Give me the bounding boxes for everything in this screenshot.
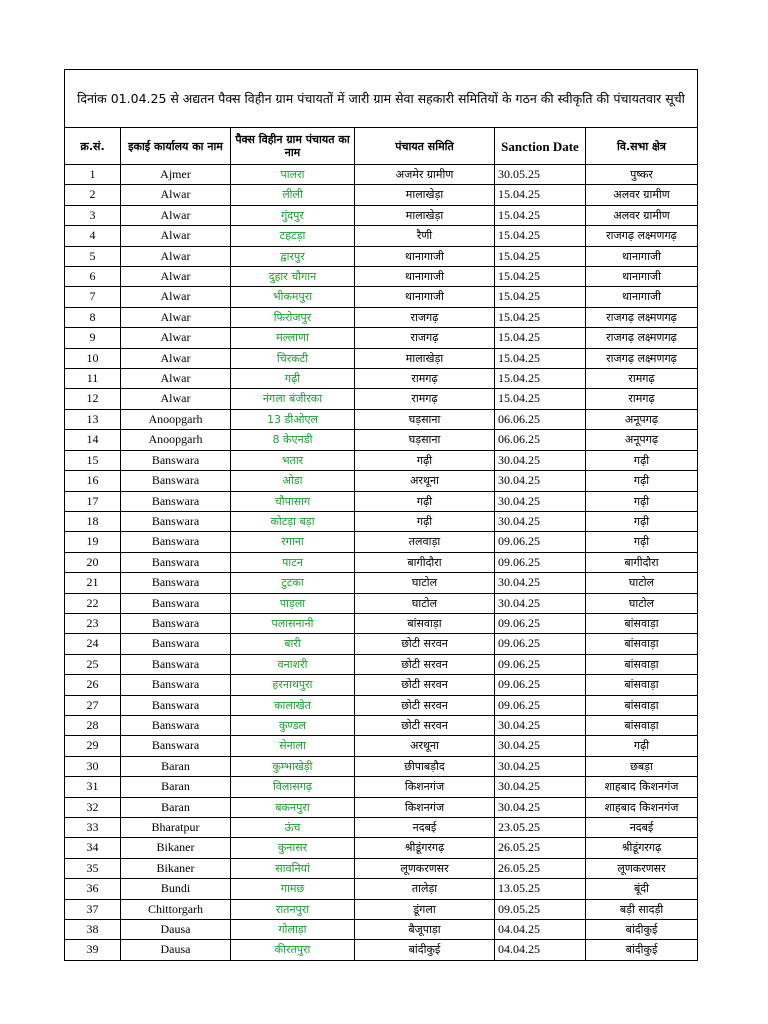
sanction-date-cell: 30.04.25 bbox=[495, 511, 586, 531]
table-row bbox=[65, 920, 698, 940]
sanction-date-cell: 30.04.25 bbox=[495, 756, 586, 776]
vidhan-sabha-cell: श्रीडूंगरगढ़ bbox=[586, 838, 698, 858]
vidhan-sabha-cell: राजगढ़ लक्ष्मणगढ़ bbox=[586, 348, 698, 368]
panchayat-samiti-cell: गढ़ी bbox=[355, 491, 495, 511]
panchayat-samiti-cell: अरथूना bbox=[355, 471, 495, 491]
sanction-date-cell: 15.04.25 bbox=[495, 328, 586, 348]
table-row bbox=[65, 267, 698, 287]
gram-panchayat-cell: हरनाथपुरा bbox=[231, 675, 355, 695]
vidhan-sabha-cell: रामगढ़ bbox=[586, 369, 698, 389]
serial-number-cell: 35 bbox=[65, 858, 121, 878]
panchayat-samiti-cell: गढ़ी bbox=[355, 450, 495, 470]
sanction-date-cell: 09.06.25 bbox=[495, 552, 586, 572]
panchayat-samiti-cell: बागीदौरा bbox=[355, 552, 495, 572]
serial-number-cell: 28 bbox=[65, 715, 121, 735]
unit-office-cell: Alwar bbox=[121, 307, 231, 327]
serial-number-cell: 25 bbox=[65, 654, 121, 674]
sanction-date-cell: 15.04.25 bbox=[495, 205, 586, 225]
unit-office-cell: Baran bbox=[121, 777, 231, 797]
gram-panchayat-cell: टुटका bbox=[231, 573, 355, 593]
sanction-date-cell: 13.05.25 bbox=[495, 879, 586, 899]
gram-panchayat-cell: गुंदपुर bbox=[231, 205, 355, 225]
sanction-date-cell: 09.06.25 bbox=[495, 675, 586, 695]
unit-office-cell: Alwar bbox=[121, 267, 231, 287]
table-row bbox=[65, 634, 698, 654]
vidhan-sabha-cell: अनूपगढ़ bbox=[586, 409, 698, 429]
table-row bbox=[65, 858, 698, 878]
unit-office-cell: Banswara bbox=[121, 634, 231, 654]
sanction-date-cell: 15.04.25 bbox=[495, 185, 586, 205]
vidhan-sabha-cell: बांसवाड़ा bbox=[586, 675, 698, 695]
gram-panchayat-cell: बारी bbox=[231, 634, 355, 654]
panchayat-samiti-cell: घाटोल bbox=[355, 573, 495, 593]
panchayat-samiti-cell: गढ़ी bbox=[355, 511, 495, 531]
serial-number-cell: 30 bbox=[65, 756, 121, 776]
unit-office-cell: Baran bbox=[121, 797, 231, 817]
table-body bbox=[65, 165, 698, 961]
gram-panchayat-cell: टहटड़ा bbox=[231, 226, 355, 246]
serial-number-cell: 23 bbox=[65, 613, 121, 633]
sanction-date-cell: 15.04.25 bbox=[495, 287, 586, 307]
vidhan-sabha-cell: राजगढ़ लक्ष्मणगढ़ bbox=[586, 328, 698, 348]
header-vidhan-sabha: वि.सभा क्षेत्र bbox=[586, 128, 698, 165]
table-row bbox=[65, 450, 698, 470]
table-row bbox=[65, 756, 698, 776]
document-sheet bbox=[64, 69, 697, 961]
gram-panchayat-cell: ऊंच bbox=[231, 818, 355, 838]
sanction-date-cell: 15.04.25 bbox=[495, 226, 586, 246]
vidhan-sabha-cell: थानागाजी bbox=[586, 287, 698, 307]
unit-office-cell: Bundi bbox=[121, 879, 231, 899]
serial-number-cell: 5 bbox=[65, 246, 121, 266]
unit-office-cell: Alwar bbox=[121, 287, 231, 307]
vidhan-sabha-cell: बूंदी bbox=[586, 879, 698, 899]
header-sn: क्र.सं. bbox=[65, 128, 121, 165]
vidhan-sabha-cell: नदबई bbox=[586, 818, 698, 838]
unit-office-cell: Banswara bbox=[121, 593, 231, 613]
table-row bbox=[65, 328, 698, 348]
vidhan-sabha-cell: अलवर ग्रामीण bbox=[586, 185, 698, 205]
table-row bbox=[65, 409, 698, 429]
gram-panchayat-cell: लीली bbox=[231, 185, 355, 205]
gram-panchayat-cell: पालरा bbox=[231, 165, 355, 185]
unit-office-cell: Banswara bbox=[121, 532, 231, 552]
sanction-date-cell: 09.06.25 bbox=[495, 654, 586, 674]
panchayat-samiti-cell: मालाखेड़ा bbox=[355, 205, 495, 225]
sanction-date-cell: 26.05.25 bbox=[495, 838, 586, 858]
unit-office-cell: Alwar bbox=[121, 369, 231, 389]
header-samiti: पंचायत समिति bbox=[355, 128, 495, 165]
sanction-date-cell: 06.06.25 bbox=[495, 430, 586, 450]
unit-office-cell: Dausa bbox=[121, 940, 231, 960]
vidhan-sabha-cell: बांसवाड़ा bbox=[586, 715, 698, 735]
table-header-row bbox=[65, 128, 698, 165]
panchayat-samiti-cell: थानागाजी bbox=[355, 287, 495, 307]
serial-number-cell: 24 bbox=[65, 634, 121, 654]
sanction-date-cell: 15.04.25 bbox=[495, 307, 586, 327]
sanction-date-cell: 30.04.25 bbox=[495, 491, 586, 511]
panchayat-samiti-cell: छीपाबड़ौद bbox=[355, 756, 495, 776]
unit-office-cell: Banswara bbox=[121, 450, 231, 470]
unit-office-cell: Anoopgarh bbox=[121, 430, 231, 450]
serial-number-cell: 17 bbox=[65, 491, 121, 511]
serial-number-cell: 39 bbox=[65, 940, 121, 960]
unit-office-cell: Alwar bbox=[121, 328, 231, 348]
panchayat-samiti-cell: थानागाजी bbox=[355, 246, 495, 266]
gram-panchayat-cell: रातनपुरा bbox=[231, 899, 355, 919]
unit-office-cell: Banswara bbox=[121, 654, 231, 674]
table-row bbox=[65, 654, 698, 674]
gram-panchayat-cell: ओडा bbox=[231, 471, 355, 491]
table-row bbox=[65, 185, 698, 205]
gram-panchayat-cell: द्वारपुर bbox=[231, 246, 355, 266]
panchayat-samiti-cell: बांदीकुई bbox=[355, 940, 495, 960]
serial-number-cell: 15 bbox=[65, 450, 121, 470]
serial-number-cell: 16 bbox=[65, 471, 121, 491]
vidhan-sabha-cell: गढ़ी bbox=[586, 532, 698, 552]
table-row bbox=[65, 818, 698, 838]
table-row bbox=[65, 879, 698, 899]
sanction-date-cell: 15.04.25 bbox=[495, 348, 586, 368]
gram-panchayat-cell: पाड़ला bbox=[231, 593, 355, 613]
sanction-table bbox=[64, 69, 698, 961]
vidhan-sabha-cell: छबड़ा bbox=[586, 756, 698, 776]
vidhan-sabha-cell: अलवर ग्रामीण bbox=[586, 205, 698, 225]
vidhan-sabha-cell: शाहबाद किशनगंज bbox=[586, 777, 698, 797]
gram-panchayat-cell: भीकमपुरा bbox=[231, 287, 355, 307]
panchayat-samiti-cell: तालेड़ा bbox=[355, 879, 495, 899]
table-row bbox=[65, 307, 698, 327]
gram-panchayat-cell: गामछ bbox=[231, 879, 355, 899]
unit-office-cell: Bharatpur bbox=[121, 818, 231, 838]
sanction-date-cell: 09.05.25 bbox=[495, 899, 586, 919]
serial-number-cell: 32 bbox=[65, 797, 121, 817]
unit-office-cell: Anoopgarh bbox=[121, 409, 231, 429]
unit-office-cell: Banswara bbox=[121, 471, 231, 491]
unit-office-cell: Banswara bbox=[121, 613, 231, 633]
sanction-date-cell: 23.05.25 bbox=[495, 818, 586, 838]
vidhan-sabha-cell: बांसवाड़ा bbox=[586, 695, 698, 715]
panchayat-samiti-cell: बांसवाड़ा bbox=[355, 613, 495, 633]
unit-office-cell: Banswara bbox=[121, 511, 231, 531]
serial-number-cell: 8 bbox=[65, 307, 121, 327]
unit-office-cell: Alwar bbox=[121, 246, 231, 266]
vidhan-sabha-cell: गढ़ी bbox=[586, 491, 698, 511]
sanction-date-cell: 30.04.25 bbox=[495, 471, 586, 491]
unit-office-cell: Ajmer bbox=[121, 165, 231, 185]
serial-number-cell: 11 bbox=[65, 369, 121, 389]
vidhan-sabha-cell: गढ़ी bbox=[586, 511, 698, 531]
gram-panchayat-cell: सेनाला bbox=[231, 736, 355, 756]
document-title: दिनांक 01.04.25 से अद्यतन पैक्स विहीन ग्राम पंचायतों में जारी ग्राम सेवा सहकारी समितियों के गठन की स्वीकृति की पंचायतवार सूची bbox=[65, 70, 698, 128]
serial-number-cell: 31 bbox=[65, 777, 121, 797]
panchayat-samiti-cell: छोटी सरवन bbox=[355, 695, 495, 715]
vidhan-sabha-cell: थानागाजी bbox=[586, 246, 698, 266]
table-row bbox=[65, 348, 698, 368]
sanction-date-cell: 09.06.25 bbox=[495, 613, 586, 633]
vidhan-sabha-cell: बांसवाड़ा bbox=[586, 634, 698, 654]
gram-panchayat-cell: बकनपुरा bbox=[231, 797, 355, 817]
vidhan-sabha-cell: राजगढ़ लक्ष्मणगढ़ bbox=[586, 226, 698, 246]
serial-number-cell: 3 bbox=[65, 205, 121, 225]
gram-panchayat-cell: पाटन bbox=[231, 552, 355, 572]
gram-panchayat-cell: वनाशरी bbox=[231, 654, 355, 674]
vidhan-sabha-cell: रामगढ़ bbox=[586, 389, 698, 409]
table-row bbox=[65, 593, 698, 613]
vidhan-sabha-cell: थानागाजी bbox=[586, 267, 698, 287]
sanction-date-cell: 30.05.25 bbox=[495, 165, 586, 185]
vidhan-sabha-cell: गढ़ी bbox=[586, 450, 698, 470]
table-row bbox=[65, 736, 698, 756]
panchayat-samiti-cell: मालाखेड़ा bbox=[355, 348, 495, 368]
panchayat-samiti-cell: छोटी सरवन bbox=[355, 654, 495, 674]
table-row bbox=[65, 471, 698, 491]
table-row bbox=[65, 838, 698, 858]
gram-panchayat-cell: 13 डीओएल bbox=[231, 409, 355, 429]
sanction-date-cell: 30.04.25 bbox=[495, 797, 586, 817]
gram-panchayat-cell: फिरोजपुर bbox=[231, 307, 355, 327]
vidhan-sabha-cell: बांसवाड़ा bbox=[586, 613, 698, 633]
header-sanction-date: Sanction Date bbox=[495, 128, 586, 165]
unit-office-cell: Alwar bbox=[121, 185, 231, 205]
header-unit: इकाई कार्यालय का नाम bbox=[121, 128, 231, 165]
sanction-date-cell: 15.04.25 bbox=[495, 369, 586, 389]
sanction-date-cell: 06.06.25 bbox=[495, 409, 586, 429]
table-row bbox=[65, 287, 698, 307]
table-row bbox=[65, 369, 698, 389]
panchayat-samiti-cell: थानागाजी bbox=[355, 267, 495, 287]
serial-number-cell: 29 bbox=[65, 736, 121, 756]
vidhan-sabha-cell: पुष्कर bbox=[586, 165, 698, 185]
serial-number-cell: 36 bbox=[65, 879, 121, 899]
vidhan-sabha-cell: घाटोल bbox=[586, 593, 698, 613]
table-row bbox=[65, 532, 698, 552]
sanction-date-cell: 15.04.25 bbox=[495, 267, 586, 287]
table-row bbox=[65, 613, 698, 633]
panchayat-samiti-cell: घड़साना bbox=[355, 409, 495, 429]
sanction-date-cell: 30.04.25 bbox=[495, 777, 586, 797]
vidhan-sabha-cell: बांदीकुई bbox=[586, 920, 698, 940]
gram-panchayat-cell: गढ़ी bbox=[231, 369, 355, 389]
unit-office-cell: Banswara bbox=[121, 573, 231, 593]
sanction-date-cell: 30.04.25 bbox=[495, 573, 586, 593]
vidhan-sabha-cell: गढ़ी bbox=[586, 736, 698, 756]
unit-office-cell: Banswara bbox=[121, 491, 231, 511]
sanction-date-cell: 30.04.25 bbox=[495, 450, 586, 470]
serial-number-cell: 38 bbox=[65, 920, 121, 940]
gram-panchayat-cell: मल्लाणा bbox=[231, 328, 355, 348]
serial-number-cell: 14 bbox=[65, 430, 121, 450]
serial-number-cell: 9 bbox=[65, 328, 121, 348]
table-row bbox=[65, 491, 698, 511]
table-row bbox=[65, 675, 698, 695]
vidhan-sabha-cell: शाहबाद किशनगंज bbox=[586, 797, 698, 817]
gram-panchayat-cell: कालाखेत bbox=[231, 695, 355, 715]
unit-office-cell: Alwar bbox=[121, 348, 231, 368]
table-row bbox=[65, 715, 698, 735]
vidhan-sabha-cell: गढ़ी bbox=[586, 471, 698, 491]
gram-panchayat-cell: कुम्भाखेड़ी bbox=[231, 756, 355, 776]
table-row bbox=[65, 940, 698, 960]
gram-panchayat-cell: कीरतपुरा bbox=[231, 940, 355, 960]
serial-number-cell: 1 bbox=[65, 165, 121, 185]
table-row bbox=[65, 797, 698, 817]
vidhan-sabha-cell: अनूपगढ़ bbox=[586, 430, 698, 450]
vidhan-sabha-cell: बांदीकुई bbox=[586, 940, 698, 960]
unit-office-cell: Bikaner bbox=[121, 858, 231, 878]
gram-panchayat-cell: भतार bbox=[231, 450, 355, 470]
serial-number-cell: 34 bbox=[65, 838, 121, 858]
unit-office-cell: Baran bbox=[121, 756, 231, 776]
sanction-date-cell: 09.06.25 bbox=[495, 532, 586, 552]
serial-number-cell: 26 bbox=[65, 675, 121, 695]
sanction-date-cell: 30.04.25 bbox=[495, 736, 586, 756]
table-row bbox=[65, 573, 698, 593]
unit-office-cell: Banswara bbox=[121, 715, 231, 735]
serial-number-cell: 2 bbox=[65, 185, 121, 205]
gram-panchayat-cell: विलासगढ़ bbox=[231, 777, 355, 797]
gram-panchayat-cell: सावनियां bbox=[231, 858, 355, 878]
unit-office-cell: Dausa bbox=[121, 920, 231, 940]
panchayat-samiti-cell: रामगढ़ bbox=[355, 389, 495, 409]
table-row bbox=[65, 511, 698, 531]
unit-office-cell: Alwar bbox=[121, 226, 231, 246]
panchayat-samiti-cell: लूणकरणसर bbox=[355, 858, 495, 878]
unit-office-cell: Banswara bbox=[121, 736, 231, 756]
serial-number-cell: 22 bbox=[65, 593, 121, 613]
unit-office-cell: Chittorgarh bbox=[121, 899, 231, 919]
table-row bbox=[65, 552, 698, 572]
unit-office-cell: Banswara bbox=[121, 552, 231, 572]
vidhan-sabha-cell: राजगढ़ लक्ष्मणगढ़ bbox=[586, 307, 698, 327]
header-village: पैक्स विहीन ग्राम पंचायत का नाम bbox=[231, 128, 355, 165]
panchayat-samiti-cell: नदबई bbox=[355, 818, 495, 838]
panchayat-samiti-cell: रामगढ़ bbox=[355, 369, 495, 389]
gram-panchayat-cell: चौपासाग bbox=[231, 491, 355, 511]
panchayat-samiti-cell: बैजूपाड़ा bbox=[355, 920, 495, 940]
panchayat-samiti-cell: राजगढ़ bbox=[355, 328, 495, 348]
serial-number-cell: 13 bbox=[65, 409, 121, 429]
unit-office-cell: Bikaner bbox=[121, 838, 231, 858]
panchayat-samiti-cell: किशनगंज bbox=[355, 797, 495, 817]
unit-office-cell: Alwar bbox=[121, 205, 231, 225]
serial-number-cell: 33 bbox=[65, 818, 121, 838]
unit-office-cell: Alwar bbox=[121, 389, 231, 409]
gram-panchayat-cell: पलासनानी bbox=[231, 613, 355, 633]
serial-number-cell: 20 bbox=[65, 552, 121, 572]
serial-number-cell: 6 bbox=[65, 267, 121, 287]
table-row bbox=[65, 246, 698, 266]
vidhan-sabha-cell: लूणकरणसर bbox=[586, 858, 698, 878]
sanction-date-cell: 26.05.25 bbox=[495, 858, 586, 878]
gram-panchayat-cell: कोटड़ा बड़ा bbox=[231, 511, 355, 531]
sanction-date-cell: 30.04.25 bbox=[495, 715, 586, 735]
panchayat-samiti-cell: श्रीडूंगरगढ़ bbox=[355, 838, 495, 858]
table-row bbox=[65, 430, 698, 450]
table-row bbox=[65, 389, 698, 409]
gram-panchayat-cell: गोलाड़ा bbox=[231, 920, 355, 940]
table-row bbox=[65, 695, 698, 715]
vidhan-sabha-cell: बागीदौरा bbox=[586, 552, 698, 572]
sanction-date-cell: 04.04.25 bbox=[495, 920, 586, 940]
serial-number-cell: 21 bbox=[65, 573, 121, 593]
serial-number-cell: 4 bbox=[65, 226, 121, 246]
panchayat-samiti-cell: डूंगला bbox=[355, 899, 495, 919]
panchayat-samiti-cell: अजमेर ग्रामीण bbox=[355, 165, 495, 185]
panchayat-samiti-cell: तलवाड़ा bbox=[355, 532, 495, 552]
sanction-date-cell: 30.04.25 bbox=[495, 593, 586, 613]
panchayat-samiti-cell: मालाखेड़ा bbox=[355, 185, 495, 205]
table-row bbox=[65, 226, 698, 246]
table-row bbox=[65, 899, 698, 919]
table-row bbox=[65, 205, 698, 225]
unit-office-cell: Banswara bbox=[121, 675, 231, 695]
serial-number-cell: 18 bbox=[65, 511, 121, 531]
serial-number-cell: 19 bbox=[65, 532, 121, 552]
sanction-date-cell: 15.04.25 bbox=[495, 389, 586, 409]
gram-panchayat-cell: दुहार चौगान bbox=[231, 267, 355, 287]
panchayat-samiti-cell: रैणी bbox=[355, 226, 495, 246]
panchayat-samiti-cell: घड़साना bbox=[355, 430, 495, 450]
vidhan-sabha-cell: बड़ी सादड़ी bbox=[586, 899, 698, 919]
vidhan-sabha-cell: घाटोल bbox=[586, 573, 698, 593]
gram-panchayat-cell: चिरकटी bbox=[231, 348, 355, 368]
panchayat-samiti-cell: किशनगंज bbox=[355, 777, 495, 797]
panchayat-samiti-cell: छोटी सरवन bbox=[355, 675, 495, 695]
sanction-date-cell: 09.06.25 bbox=[495, 634, 586, 654]
sanction-date-cell: 09.06.25 bbox=[495, 695, 586, 715]
gram-panchayat-cell: नंगला बंजीरका bbox=[231, 389, 355, 409]
gram-panchayat-cell: कुण्डल bbox=[231, 715, 355, 735]
serial-number-cell: 10 bbox=[65, 348, 121, 368]
unit-office-cell: Banswara bbox=[121, 695, 231, 715]
gram-panchayat-cell: 8 केएनडी bbox=[231, 430, 355, 450]
gram-panchayat-cell: कुनासर bbox=[231, 838, 355, 858]
table-row bbox=[65, 165, 698, 185]
panchayat-samiti-cell: घाटोल bbox=[355, 593, 495, 613]
gram-panchayat-cell: रगाना bbox=[231, 532, 355, 552]
sanction-date-cell: 04.04.25 bbox=[495, 940, 586, 960]
serial-number-cell: 7 bbox=[65, 287, 121, 307]
table-row bbox=[65, 777, 698, 797]
panchayat-samiti-cell: राजगढ़ bbox=[355, 307, 495, 327]
serial-number-cell: 27 bbox=[65, 695, 121, 715]
panchayat-samiti-cell: छोटी सरवन bbox=[355, 715, 495, 735]
serial-number-cell: 37 bbox=[65, 899, 121, 919]
panchayat-samiti-cell: अरथूना bbox=[355, 736, 495, 756]
panchayat-samiti-cell: छोटी सरवन bbox=[355, 634, 495, 654]
vidhan-sabha-cell: बांसवाड़ा bbox=[586, 654, 698, 674]
sanction-date-cell: 15.04.25 bbox=[495, 246, 586, 266]
serial-number-cell: 12 bbox=[65, 389, 121, 409]
